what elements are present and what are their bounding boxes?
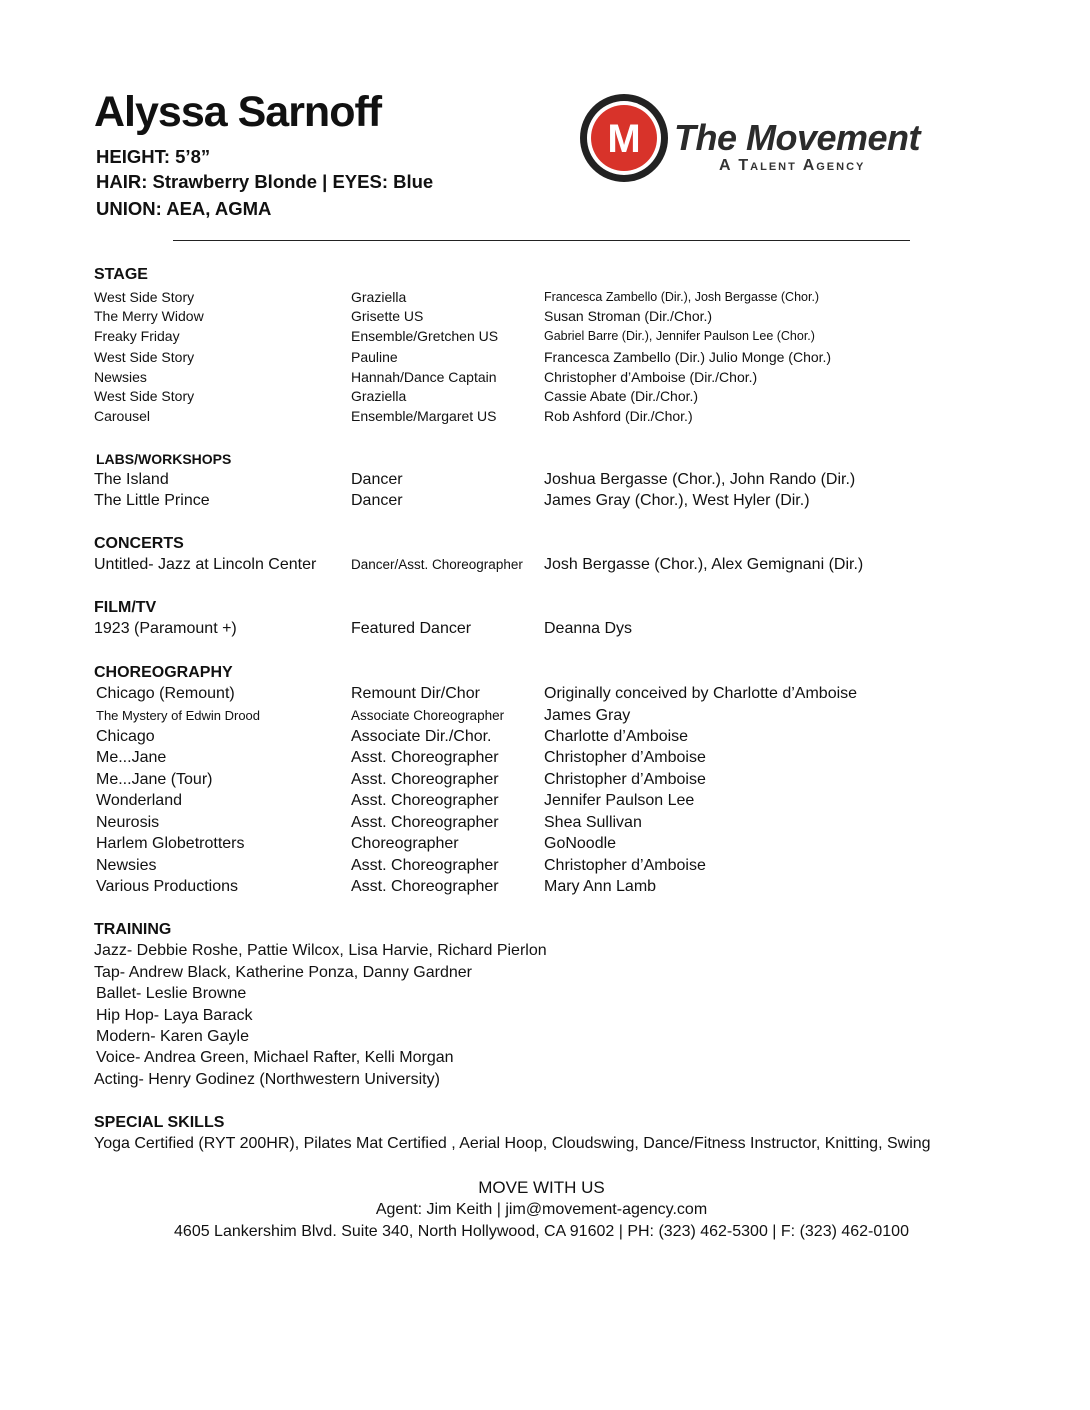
director: Christopher d’Amboise: [544, 771, 706, 788]
director: Francesca Zambello (Dir.), Josh Bergasse (Chor.): [544, 290, 820, 304]
role: Associate Dir./Chor.: [351, 728, 492, 745]
union-stat: UNION: AEA, AGMA: [96, 198, 272, 219]
director: Rob Ashford (Dir./Chor.): [544, 408, 693, 424]
role: Featured Dancer: [351, 620, 472, 637]
director: James Gray (Chor.), West Hyler (Dir.): [544, 492, 810, 509]
logo-letter: M: [607, 117, 641, 161]
credit-row: [0, 726, 1090, 747]
role: Pauline: [351, 349, 398, 365]
role: Asst. Choreographer: [351, 814, 499, 831]
credit-row: [0, 705, 1090, 726]
show-title: Newsies: [96, 857, 157, 874]
show-title: West Side Story: [94, 289, 195, 305]
credit-row: [0, 812, 1090, 833]
show-title: Newsies: [94, 369, 147, 385]
role: Grisette US: [351, 308, 424, 324]
director: Cassie Abate (Dir./Chor.): [544, 388, 699, 404]
role: Asst. Choreographer: [351, 857, 499, 874]
labs-heading: LABS/WORKSHOPS: [96, 451, 232, 467]
credit-row: [0, 386, 1090, 407]
role: Asst. Choreographer: [351, 878, 499, 895]
training-line: Jazz- Debbie Roshe, Pattie Wilcox, Lisa Harvie, Richard Pierlon: [94, 942, 547, 959]
director: Originally conceived by Charlotte d’Amboise: [544, 685, 858, 702]
role: Dancer: [351, 492, 403, 509]
show-title: West Side Story: [94, 388, 195, 404]
logo-wordmark: The Movement: [674, 117, 921, 158]
show-title: The Island: [94, 471, 169, 488]
role: Asst. Choreographer: [351, 792, 499, 809]
credit-row: [0, 683, 1090, 704]
training-line: Ballet- Leslie Browne: [96, 985, 247, 1002]
show-title: The Little Prince: [94, 492, 210, 509]
director: James Gray: [544, 707, 631, 724]
film-heading: FILM/TV: [94, 599, 157, 616]
director: Susan Stroman (Dir./Chor.): [544, 308, 713, 324]
stage-heading: STAGE: [94, 266, 148, 283]
credit-row: [0, 618, 1090, 639]
height-stat: HEIGHT: 5’8”: [96, 146, 211, 167]
director: Shea Sullivan: [544, 814, 642, 831]
credit-row: [0, 876, 1090, 897]
credit-row: [0, 347, 1090, 368]
credit-row: [0, 367, 1090, 388]
show-title: Neurosis: [96, 814, 160, 831]
credit-row: [0, 326, 1090, 347]
training-heading: TRAINING: [94, 921, 172, 938]
role: Dancer/Asst. Choreographer: [351, 557, 523, 572]
director: Charlotte d’Amboise: [544, 728, 689, 745]
credit-row: [0, 287, 1090, 308]
credit-row: [0, 554, 1090, 575]
choreography-heading: CHOREOGRAPHY: [94, 664, 233, 681]
training-line: Hip Hop- Laya Barack: [96, 1007, 253, 1024]
logo-tagline: A Talent Agency: [719, 157, 866, 174]
role: Remount Dir/Chor: [351, 685, 480, 702]
role: Hannah/Dance Captain: [351, 369, 497, 385]
role: Asst. Choreographer: [351, 771, 499, 788]
director: Francesca Zambello (Dir.) Julio Monge (Chor.): [544, 349, 832, 365]
director: Jennifer Paulson Lee: [544, 792, 695, 809]
show-title: West Side Story: [94, 349, 195, 365]
director: Christopher d’Amboise: [544, 857, 706, 874]
footer-title: MOVE WITH US: [478, 1178, 605, 1197]
footer-agent: Agent: Jim Keith | jim@movement-agency.com: [375, 1201, 708, 1218]
credit-row: [0, 747, 1090, 768]
header-divider: [173, 240, 910, 241]
credit-row: [0, 490, 1090, 511]
skills-text: Yoga Certified (RYT 200HR), Pilates Mat Certified , Aerial Hoop, Cloudswing, Dance/Fitness Instructor, Knitting, Swing: [94, 1135, 931, 1152]
concerts-heading: CONCERTS: [94, 535, 184, 552]
show-title: Me...Jane (Tour): [96, 771, 213, 788]
training-line: Tap- Andrew Black, Katherine Ponza, Danny Gardner: [94, 964, 472, 981]
credit-row: [0, 469, 1090, 490]
director: Mary Ann Lamb: [544, 878, 657, 895]
performer-name: Alyssa Sarnoff: [94, 88, 382, 136]
director: Christopher d’Amboise: [544, 749, 706, 766]
credit-row: [0, 855, 1090, 876]
training-line: Voice- Andrea Green, Michael Rafter, Kelli Morgan: [96, 1049, 454, 1066]
role: Ensemble/Gretchen US: [351, 328, 499, 344]
training-line: Acting- Henry Godinez (Northwestern University): [94, 1071, 440, 1088]
director: Gabriel Barre (Dir.), Jennifer Paulson Lee (Chor.): [544, 329, 815, 343]
training-line: Modern- Karen Gayle: [96, 1028, 249, 1045]
show-title: Untitled- Jazz at Lincoln Center: [94, 556, 317, 573]
show-title: Carousel: [94, 408, 151, 424]
show-title: Chicago: [96, 728, 155, 745]
agency-logo: [578, 90, 983, 186]
director: GoNoodle: [544, 835, 617, 852]
director: Deanna Dys: [544, 620, 633, 637]
director: Josh Bergasse (Chor.), Alex Gemignani (Dir.): [544, 556, 864, 573]
show-title: Harlem Globetrotters: [96, 835, 245, 852]
role: Graziella: [351, 388, 407, 404]
credit-row: [0, 790, 1090, 811]
skills-heading: SPECIAL SKILLS: [94, 1114, 225, 1131]
show-title: The Merry Widow: [94, 308, 204, 324]
show-title: Chicago (Remount): [96, 685, 235, 702]
director: Christopher d’Amboise (Dir./Chor.): [544, 369, 758, 385]
footer-address: 4605 Lankershim Blvd. Suite 340, North Hollywood, CA 91602 | PH: (323) 462-5300 | F: (323) 462-0100: [174, 1223, 909, 1240]
role: Choreographer: [351, 835, 459, 852]
show-title: Freaky Friday: [94, 328, 180, 344]
show-title: Various Productions: [96, 878, 238, 895]
show-title: Wonderland: [96, 792, 182, 809]
role: Associate Choreographer: [351, 708, 505, 723]
role: Asst. Choreographer: [351, 749, 499, 766]
logo-emblem-icon: [578, 92, 670, 184]
credit-row: [0, 769, 1090, 790]
show-title: 1923 (Paramount +): [94, 620, 237, 637]
director: Joshua Bergasse (Chor.), John Rando (Dir.): [544, 471, 856, 488]
show-title: The Mystery of Edwin Drood: [96, 708, 261, 723]
credit-row: [0, 406, 1090, 427]
credit-row: [0, 833, 1090, 854]
hair-eyes-stat: HAIR: Strawberry Blonde | EYES: Blue: [96, 171, 434, 192]
credit-row: [0, 306, 1090, 327]
role: Graziella: [351, 289, 407, 305]
role: Dancer: [351, 471, 403, 488]
show-title: Me...Jane: [96, 749, 167, 766]
role: Ensemble/Margaret US: [351, 408, 497, 424]
